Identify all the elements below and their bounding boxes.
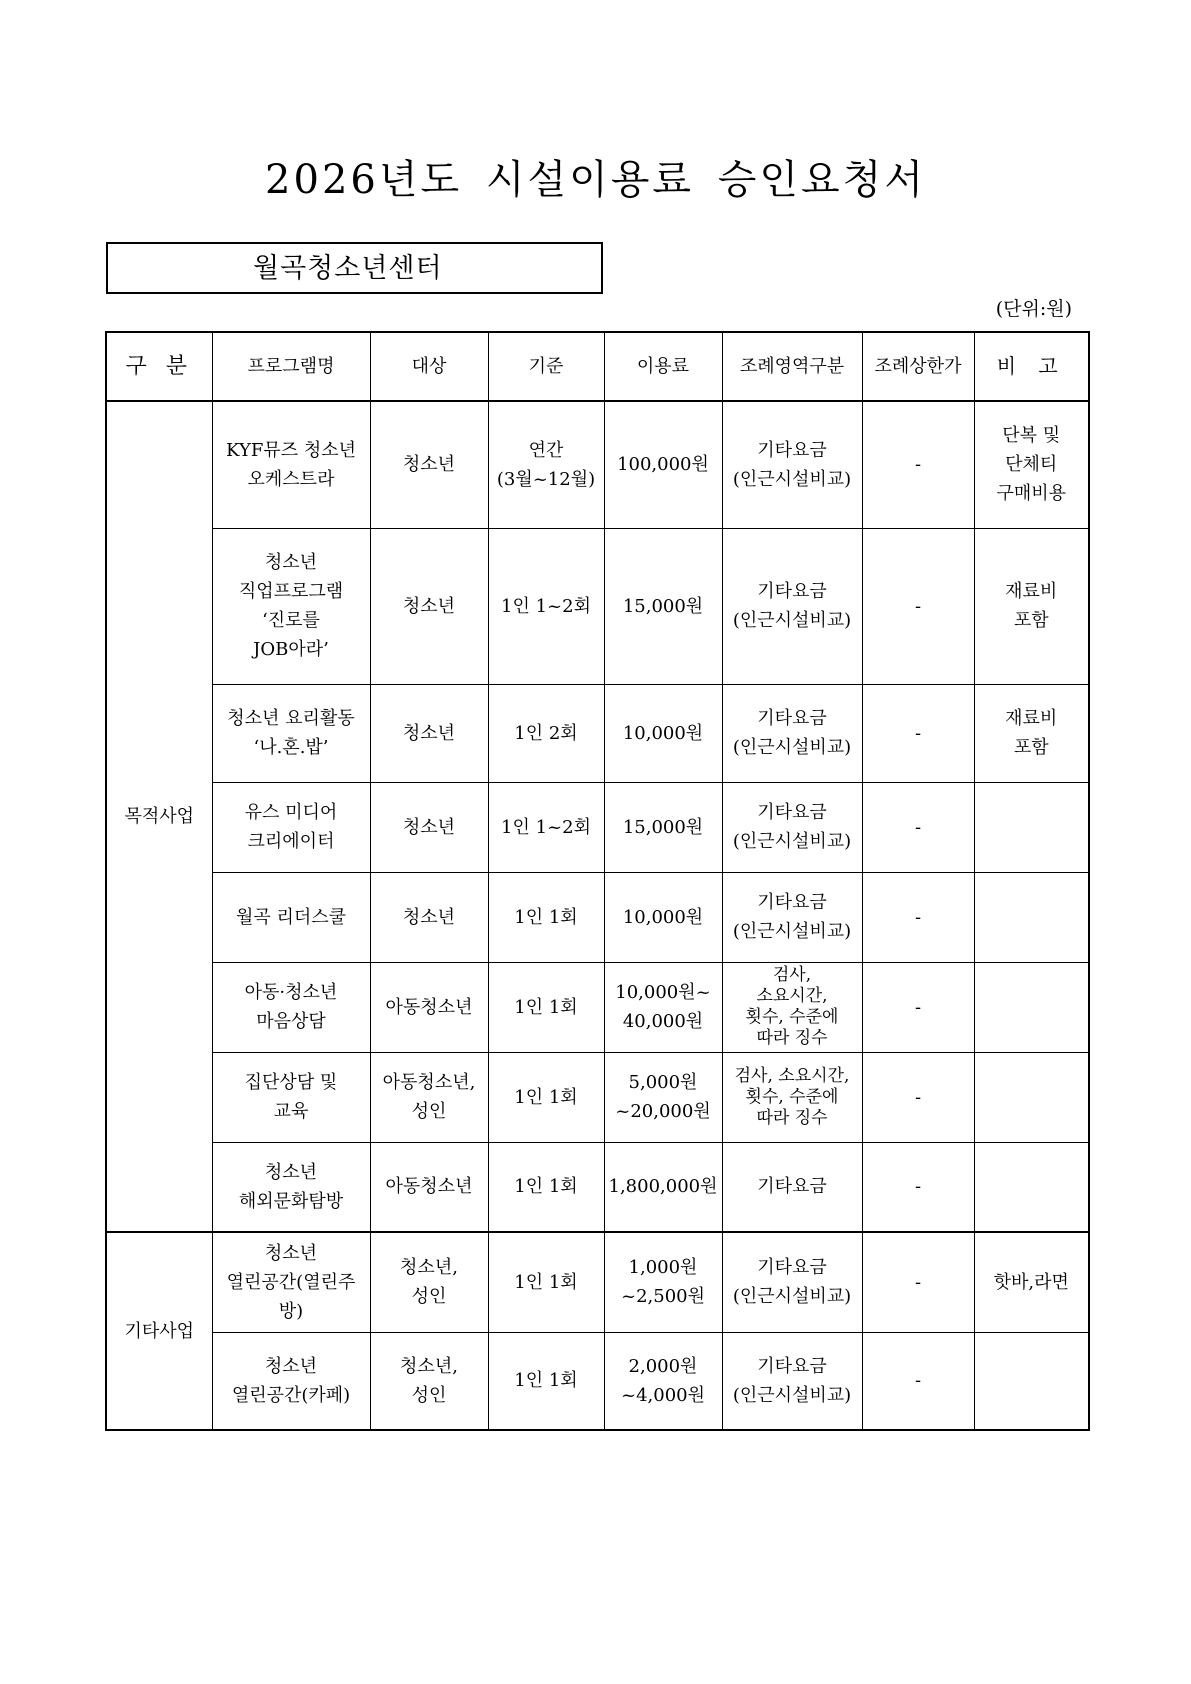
basis-cell: 1인 1회 [488,872,604,962]
fee-cell: 1,000원 ~2,500원 [604,1232,722,1332]
table-row [106,1052,1089,1142]
fee-cell: 10,000원~ 40,000원 [604,962,722,1052]
target-cell: 청소년 [370,782,488,872]
program-name-cell: KYF뮤즈 청소년 오케스트라 [212,401,370,528]
ordinance-category-cell: 기타요금 (인근시설비교) [722,782,862,872]
note-cell: 단복 및 단체티 구매비용 [974,401,1089,528]
basis-cell: 연간 (3월~12월) [488,401,604,528]
fee-cell: 10,000원 [604,684,722,782]
target-cell: 아동청소년, 성인 [370,1052,488,1142]
basis-cell: 1인 1회 [488,1232,604,1332]
table-row [106,1232,1089,1332]
program-name-cell: 청소년 열린공간(열린주방) [212,1232,370,1332]
ordinance-cap-cell: - [862,962,974,1052]
program-name-cell: 청소년 직업프로그램 ‘진로를 JOB아라’ [212,528,370,684]
table-row [106,872,1089,962]
fee-cell: 15,000원 [604,528,722,684]
target-cell: 아동청소년 [370,1142,488,1232]
note-cell [974,1142,1089,1232]
basis-cell: 1인 1~2회 [488,528,604,684]
section-name: 목적사업 [106,401,212,1232]
basis-cell: 1인 1회 [488,962,604,1052]
note-cell [974,1052,1089,1142]
table-row [106,1142,1089,1232]
target-cell: 아동청소년 [370,962,488,1052]
table-row [106,401,1089,528]
header-category: 구 분 [106,332,212,401]
fee-cell: 10,000원 [604,872,722,962]
ordinance-category-cell: 기타요금 (인근시설비교) [722,684,862,782]
ordinance-category-cell: 기타요금 [722,1142,862,1232]
note-cell [974,872,1089,962]
header-fee: 이용료 [604,332,722,401]
ordinance-cap-cell: - [862,528,974,684]
fee-table [105,331,1090,1431]
header-program: 프로그램명 [212,332,370,401]
ordinance-category-cell: 검사, 소요시간, 횟수, 수준에 따라 징수 [722,1052,862,1142]
basis-cell: 1인 1회 [488,1142,604,1232]
table-row [106,1332,1089,1430]
fee-cell: 1,800,000원 [604,1142,722,1232]
table-row [106,528,1089,684]
program-name-cell: 아동·청소년 마음상담 [212,962,370,1052]
table-header-row [106,332,1089,401]
header-note: 비 고 [974,332,1089,401]
table-row [106,782,1089,872]
fee-cell: 100,000원 [604,401,722,528]
target-cell: 청소년 [370,872,488,962]
center-name-box [106,242,603,294]
header-ordinance-category: 조례영역구분 [722,332,862,401]
note-cell: 재료비 포함 [974,684,1089,782]
basis-cell: 1인 2회 [488,684,604,782]
ordinance-cap-cell: - [862,1332,974,1430]
basis-cell: 1인 1회 [488,1332,604,1430]
ordinance-cap-cell: - [862,401,974,528]
ordinance-cap-cell: - [862,1052,974,1142]
ordinance-category-cell: 기타요금 (인근시설비교) [722,401,862,528]
target-cell: 청소년, 성인 [370,1232,488,1332]
note-cell [974,962,1089,1052]
document-title: 2026년도 시설이용료 승인요청서 [265,157,926,203]
section-name: 기타사업 [106,1232,212,1430]
ordinance-cap-cell: - [862,1232,974,1332]
table-row [106,962,1089,1052]
ordinance-category-cell: 기타요금 (인근시설비교) [722,872,862,962]
unit-label: (단위:원) [995,298,1072,320]
ordinance-cap-cell: - [862,1142,974,1232]
program-name-cell: 유스 미디어 크리에이터 [212,782,370,872]
target-cell: 청소년 [370,528,488,684]
ordinance-category-cell: 기타요금 (인근시설비교) [722,1232,862,1332]
note-cell [974,782,1089,872]
ordinance-category-cell: 기타요금 (인근시설비교) [722,528,862,684]
ordinance-cap-cell: - [862,782,974,872]
ordinance-category-cell: 검사, 소요시간, 횟수, 수준에 따라 징수 [722,962,862,1052]
center-name: 월곡청소년센터 [253,253,443,284]
target-cell: 청소년 [370,684,488,782]
program-name-cell: 청소년 해외문화탐방 [212,1142,370,1232]
program-name-cell: 월곡 리더스쿨 [212,872,370,962]
fee-cell: 15,000원 [604,782,722,872]
program-name-cell: 청소년 요리활동 ‘나.혼.밥’ [212,684,370,782]
target-cell: 청소년, 성인 [370,1332,488,1430]
note-cell [974,1332,1089,1430]
basis-cell: 1인 1~2회 [488,782,604,872]
fee-cell: 5,000원 ~20,000원 [604,1052,722,1142]
header-basis: 기준 [488,332,604,401]
program-name-cell: 집단상담 및 교육 [212,1052,370,1142]
ordinance-category-cell: 기타요금 (인근시설비교) [722,1332,862,1430]
note-cell: 핫바,라면 [974,1232,1089,1332]
header-target: 대상 [370,332,488,401]
ordinance-cap-cell: - [862,684,974,782]
ordinance-cap-cell: - [862,872,974,962]
target-cell: 청소년 [370,401,488,528]
table-row [106,684,1089,782]
fee-cell: 2,000원 ~4,000원 [604,1332,722,1430]
table-body [106,401,1089,1430]
basis-cell: 1인 1회 [488,1052,604,1142]
program-name-cell: 청소년 열린공간(카페) [212,1332,370,1430]
note-cell: 재료비 포함 [974,528,1089,684]
header-ordinance-cap: 조례상한가 [862,332,974,401]
